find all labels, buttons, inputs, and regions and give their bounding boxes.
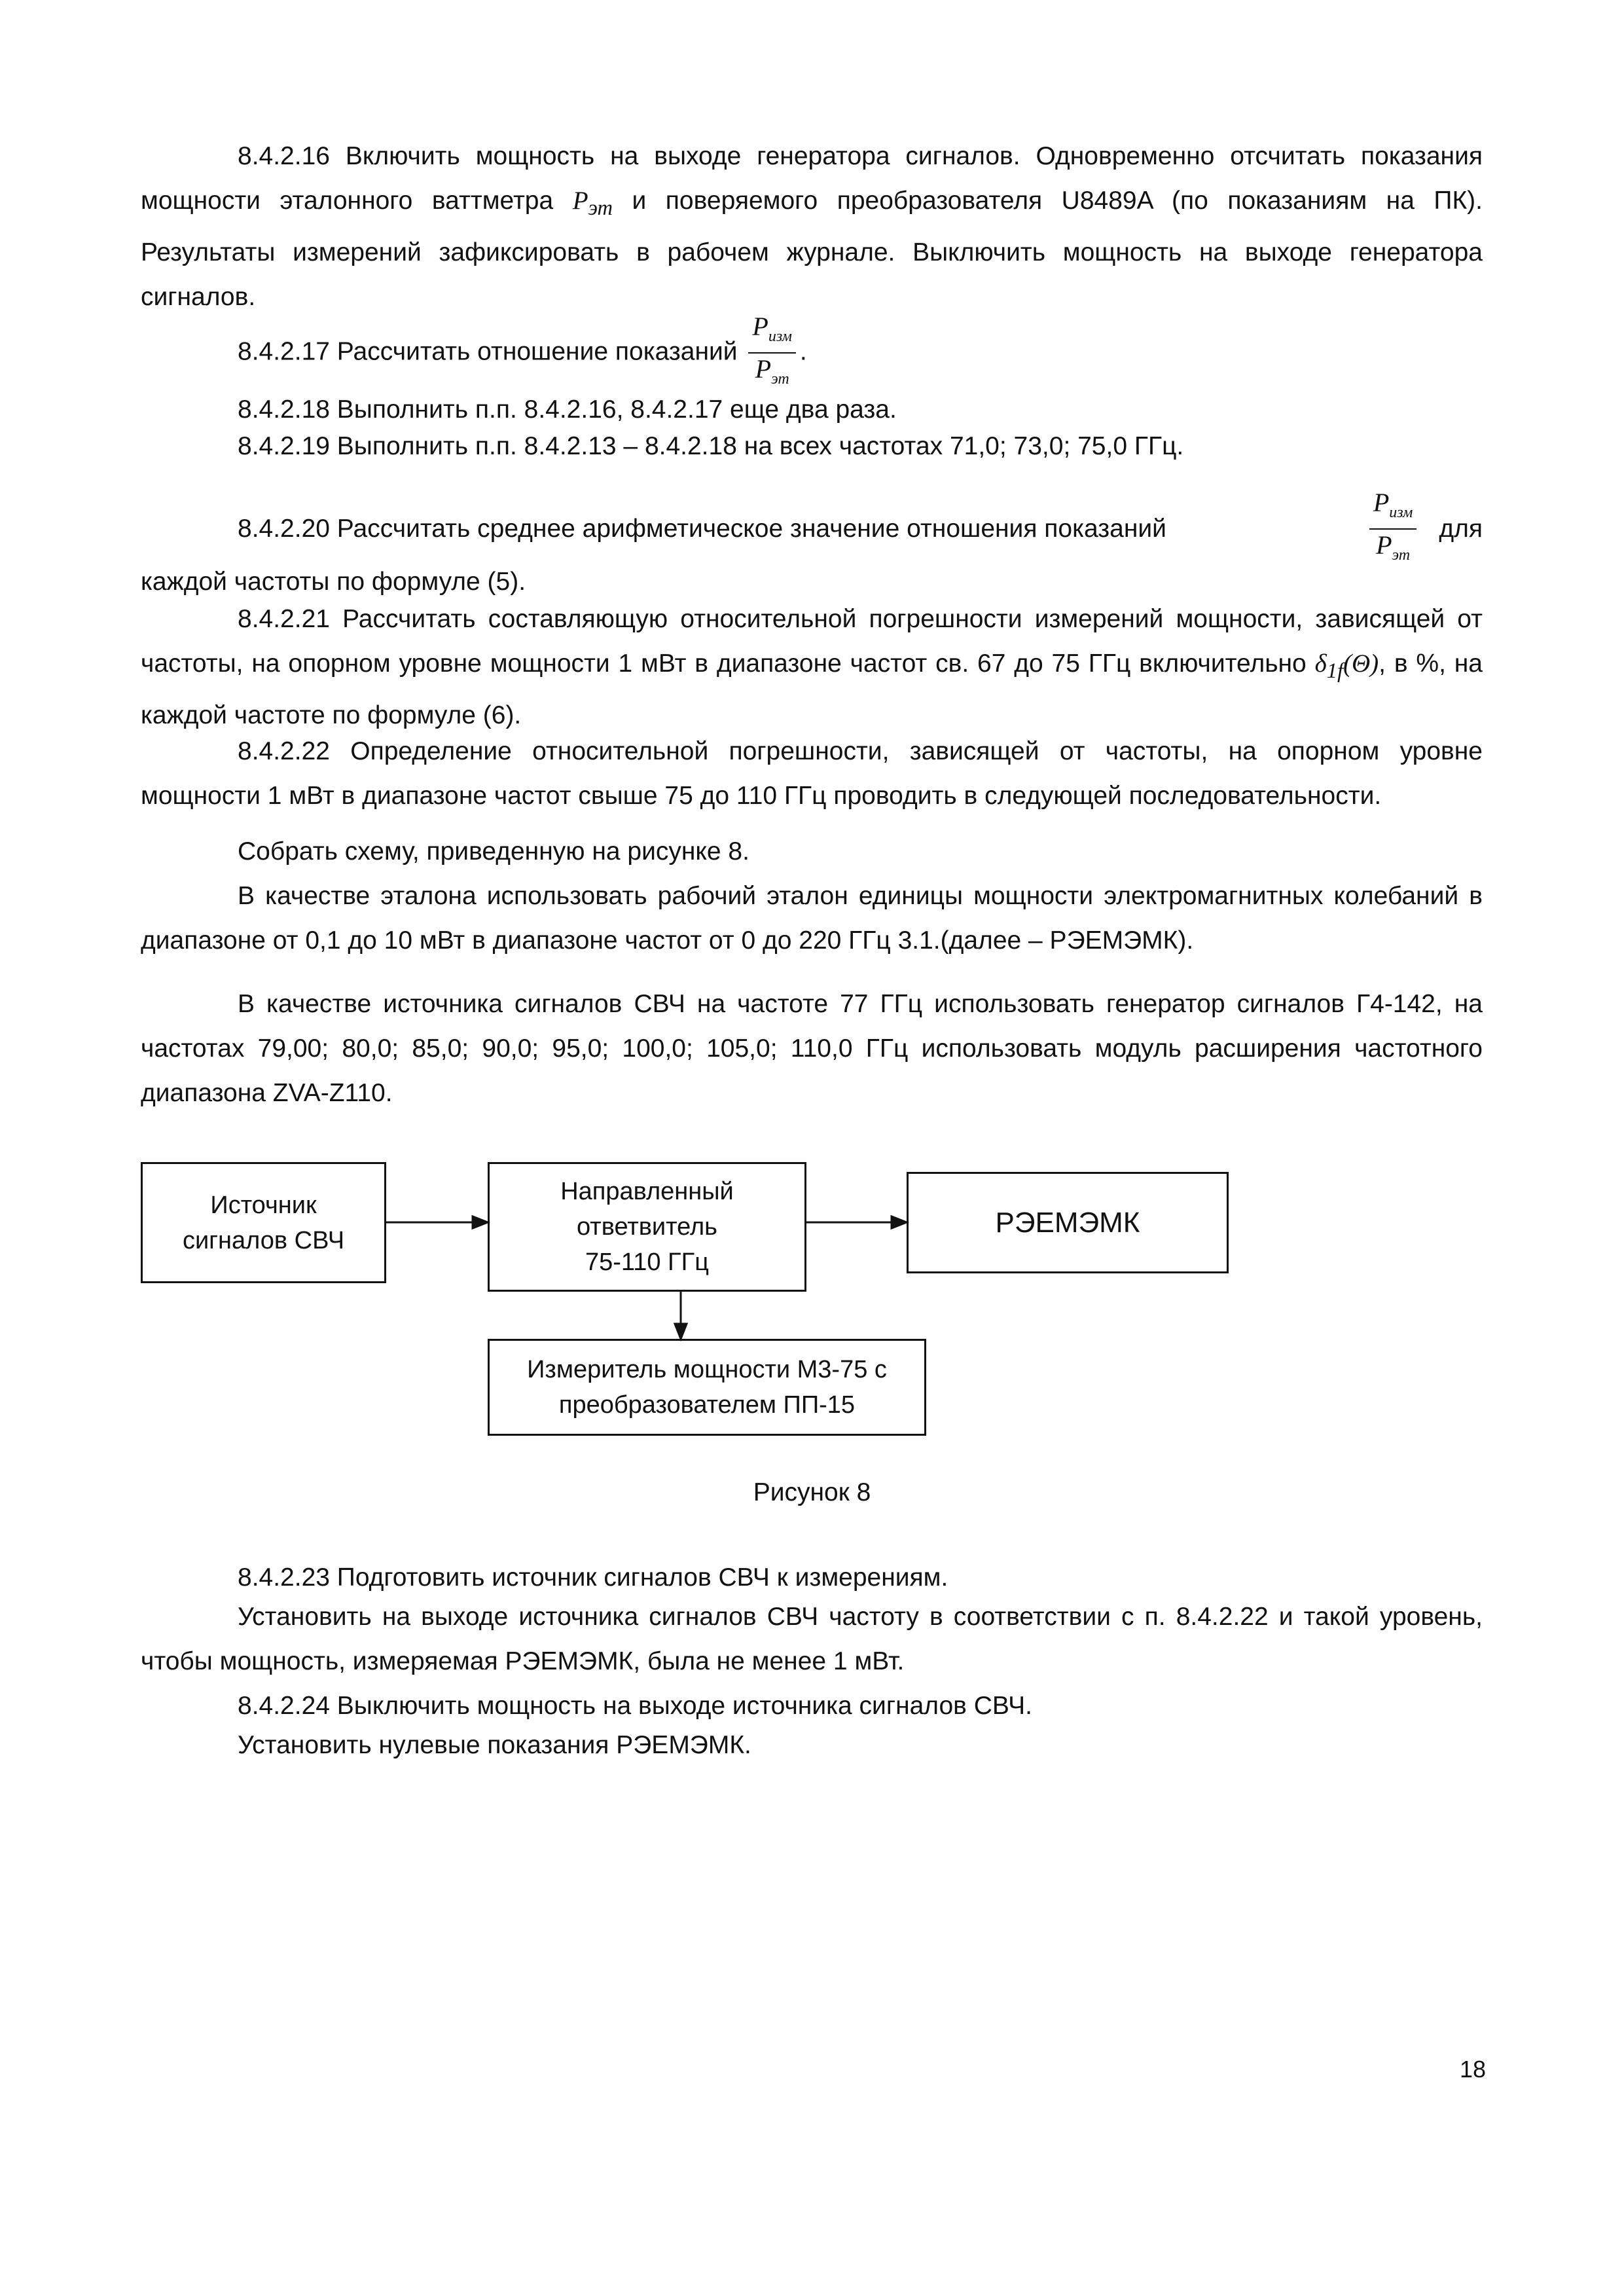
p17-text: 8.4.2.17 Рассчитать отношение показаний	[238, 337, 738, 366]
page-number: 18	[1460, 2056, 1487, 2083]
p23-text: 8.4.2.23 Подготовить источник сигналов СВЧ к измерениям.	[238, 1563, 948, 1592]
paragraph-8-4-2-19: 8.4.2.19 Выполнить п.п. 8.4.2.13 – 8.4.2.18 на всех частотах 71,0; 73,0; 75,0 ГГц.	[238, 432, 1184, 460]
delta-sub: 1f	[1326, 659, 1344, 683]
meter-line1: Измеритель мощности М3-75 с	[527, 1356, 887, 1383]
paragraph-8-4-2-18: 8.4.2.18 Выполнить п.п. 8.4.2.16, 8.4.2.17 еще два раза.	[238, 395, 897, 424]
p24-text: 8.4.2.24 Выключить мощность на выходе источника сигналов СВЧ.	[238, 1692, 1032, 1720]
paragraph-8-4-2-24	[141, 1684, 1483, 1728]
p21-text-b: , в %, на каждой частоте по формуле (6).	[141, 649, 1483, 729]
arrowhead-coupler-to-standard	[892, 1216, 907, 1228]
delta-arg: (Θ)	[1343, 649, 1379, 678]
paragraph-8-4-2-23-b	[141, 1595, 1483, 1684]
coupler-line3: 75-110 ГГц	[585, 1248, 709, 1276]
paragraph-8-4-2-17: 8.4.2.17 Рассчитать отношение показаний $\frac{P_{изм}}{P_{эт}}$ .	[238, 311, 807, 395]
p22-text-b: Собрать схему, приведенную на рисунке 8.	[238, 837, 749, 866]
p16-text-b: и поверяемого преобразователя U8489A (по показаниям на ПК). Результаты измерений зафиксировать в рабочем журнале. Выключить мощность на выходе генератора сигналов.	[141, 187, 1483, 311]
paragraph-8-4-2-24-b	[141, 1723, 1483, 1768]
frac2-num-sub: изм	[1389, 504, 1413, 521]
p22-text-c: В качестве эталона использовать рабочий эталон единицы мощности электромагнитных колебаний в диапазоне от 0,1 до 10 мВт в диапазоне частот от 0 до 220 ГГц 3.1.(далее – РЭЕМЭМК).	[141, 882, 1483, 955]
frac2-den-sub: эт	[1392, 547, 1411, 564]
source-line1: Источник	[210, 1191, 317, 1219]
frac2-num: P	[1373, 488, 1390, 517]
p24-text-b: Установить нулевые показания РЭЕМЭМК.	[238, 1731, 751, 1759]
p23-text-b: Установить на выходе источника сигналов СВЧ частоту в соответствии с п. 8.4.2.22 и такой уровень, чтобы мощность, измеряемая РЭЕМЭМК, была не менее 1 мВт.	[141, 1603, 1483, 1675]
coupler-line2: ответвитель	[577, 1213, 717, 1241]
source-line2: сигналов СВЧ	[182, 1226, 345, 1254]
meter-line2: преобразователем ПП-15	[558, 1391, 856, 1419]
p22-text: 8.4.2.22 Определение относительной погрешности, зависящей от частоты, на опорном уровне мощности 1 мВт в диапазоне частот свыше 75 до 110 ГГц проводить в следующей последовательности.	[141, 737, 1483, 810]
delta-letter: δ	[1314, 649, 1327, 678]
frac1-num-sub: изм	[768, 328, 792, 345]
frac1-den: P	[755, 354, 772, 384]
paragraph-8-4-2-20-b: каждой частоты по формуле (5).	[141, 568, 526, 596]
figure-caption: Рисунок 8	[753, 1478, 871, 1506]
p16-text: 8.4.2.16 Включить мощность на выходе генератора сигналов. Одновременно отсчитать показания мощности эталонного ваттметра	[141, 142, 1483, 215]
arrowhead-coupler-to-meter	[675, 1324, 687, 1339]
frac1-den-sub: эт	[771, 371, 789, 388]
coupler-line1: Направленный	[560, 1178, 734, 1205]
p-et-letter: P	[572, 187, 588, 215]
standard-label: РЭЕМЭМК	[995, 1206, 1140, 1239]
p22-text-d: В качестве источника сигналов СВЧ на частоте 77 ГГц использовать генератор сигналов Г4-142, на частотах 79,00; 80,0; 85,0; 90,0; 95,0; 100,0; 105,0; 110,0 ГГц использовать модуль расширения частотного диапазона ZVA-Z110.	[141, 990, 1483, 1107]
p20-tail: для	[1439, 515, 1483, 543]
p-et-sub: эт	[588, 196, 613, 220]
frac1-num: P	[752, 312, 768, 341]
frac2-den: P	[1376, 530, 1392, 560]
p20-text: 8.4.2.20 Рассчитать среднее арифметическое значение отношения показаний	[238, 515, 1166, 543]
arrowhead-source-to-coupler	[473, 1216, 488, 1228]
p21-text: 8.4.2.21 Рассчитать составляющую относительной погрешности измерений мощности, зависящей от частоты, на опорном уровне мощности 1 мВт в диапазоне частот св. 67 до 75 ГГц включительно	[141, 605, 1483, 678]
paragraph-8-4-2-23	[141, 1556, 1483, 1600]
